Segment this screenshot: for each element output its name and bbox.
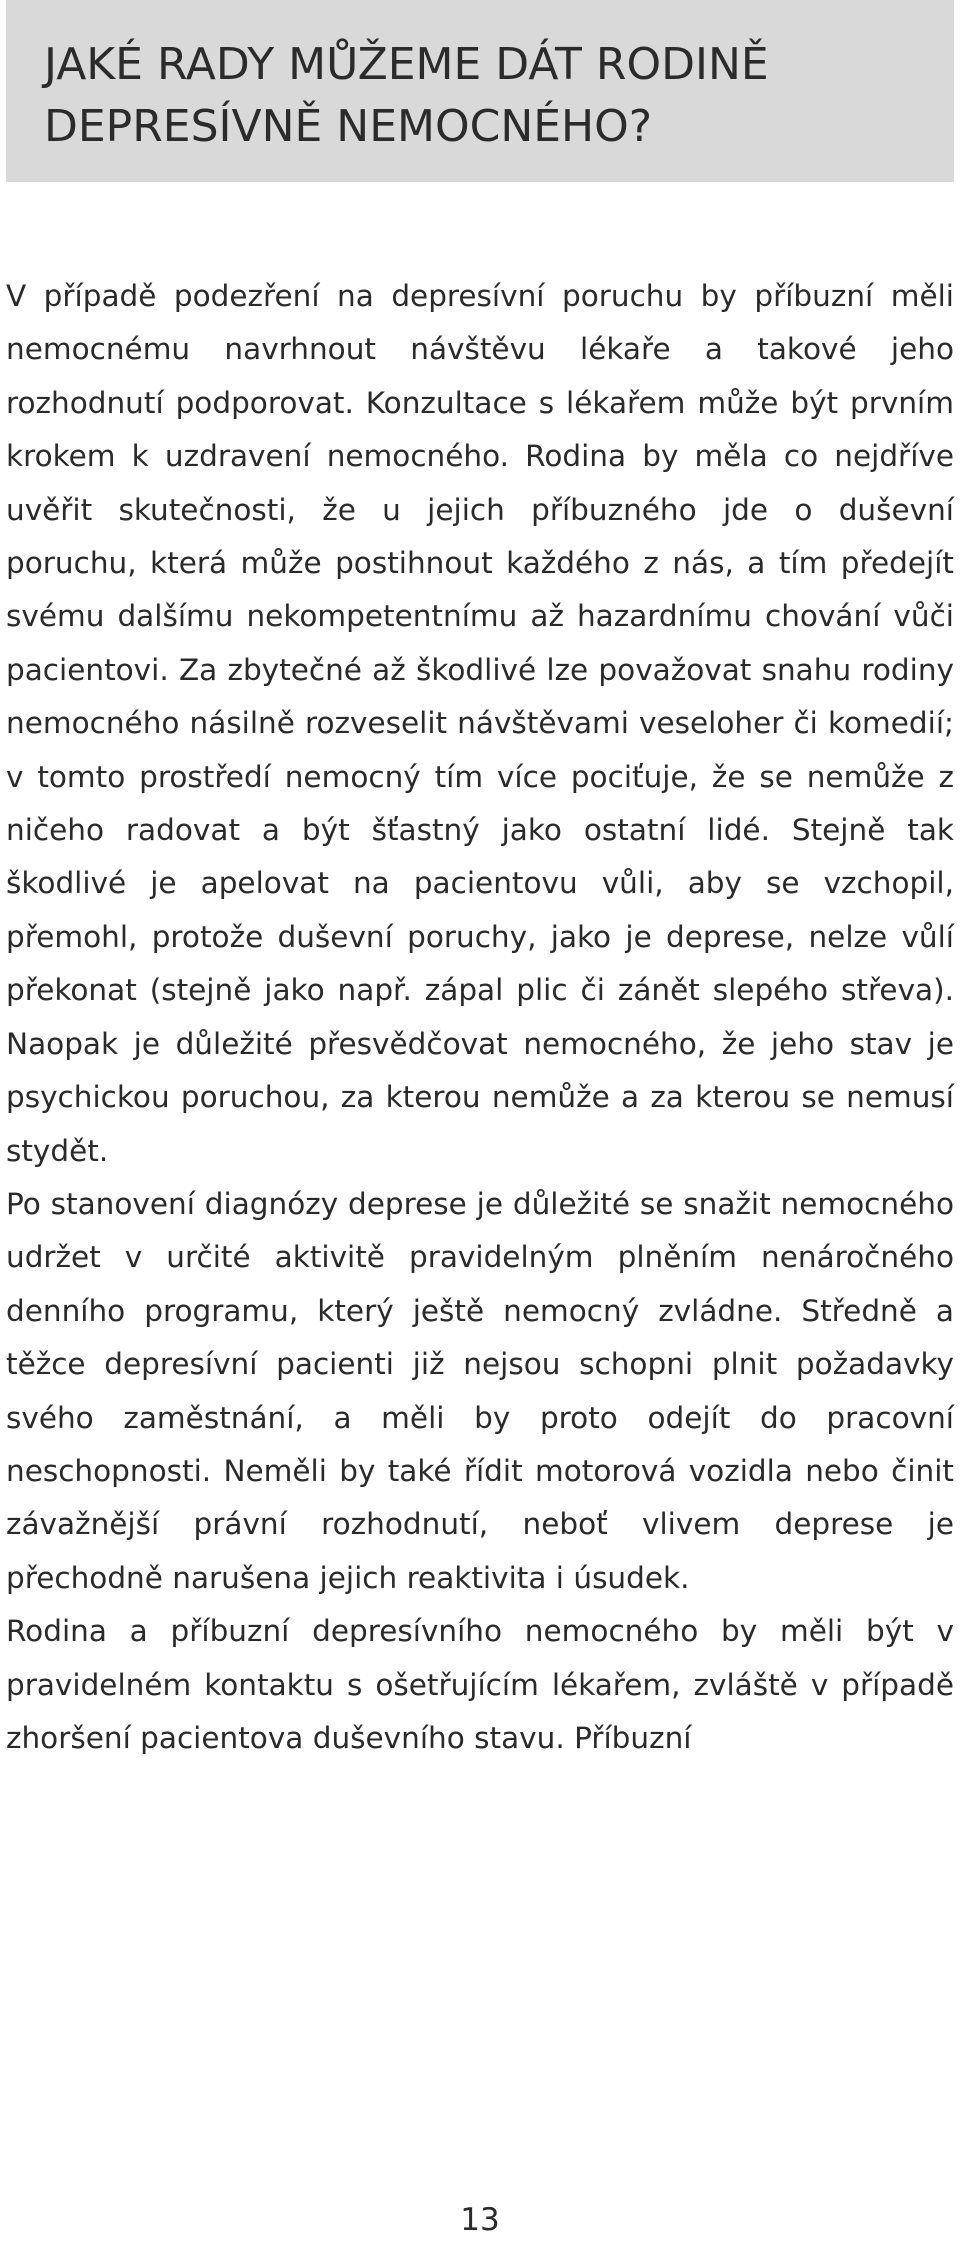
- page-number: 13: [460, 2202, 500, 2238]
- body-text: [6, 270, 954, 1765]
- chapter-title-line-1: JAKÉ RADY MŮŽEME DÁT RODINĚ: [44, 39, 769, 90]
- chapter-header-box: [6, 0, 954, 182]
- paragraph-2: Po stanovení diagnózy deprese je důležité se snažit nemocného udržet v určité aktivitě pravidelným plněním nenáročného denního programu, který ještě nemocný zvládne. Středně a těžce depresívní pacienti již nejsou schopni plnit požadavky svého zaměstnání, a měli by proto odejít do pracovní neschopnosti. Neměli by také řídit motorová vozidla nebo činit závažnější právní rozhodnutí, neboť vlivem deprese je přechodně narušena jejich reaktivita i úsudek.: [6, 1186, 954, 1595]
- chapter-title: [44, 34, 924, 158]
- paragraph-1: V případě podezření na depresívní poruchu by příbuzní měli nemocnému navrhnout návštěvu lékaře a takové jeho rozhodnutí podporovat. Konzultace s lékařem může být prvním krokem k uzdravení nemocného. Rodina by měla co nejdříve uvěřit skutečnosti, že u jejich příbuzného jde o duševní poruchu, která může postihnout každého z nás, a tím předejít svému dalšímu nekompetentnímu až hazardnímu chování vůči pacientovi. Za zbytečné až škodlivé lze považovat snahu rodiny nemocného násilně rozveselit návštěvami veseloher či komedií; v tomto prostředí nemocný tím více pociťuje, že se nemůže z ničeho radovat a být šťastný jako ostatní lidé. Stejně tak škodlivé je apelovat na pacientovu vůli, aby se vzchopil, přemohl, protože duševní poruchy, jako je deprese, nelze vůlí překonat (stejně jako např. zápal plic či zánět slepého střeva). Naopak je důležité přesvědčovat nemocného, že jeho stav je psychickou poruchou, za kterou nemůže a za kterou se nemusí stydět.: [6, 279, 954, 1168]
- paragraph-3: Rodina a příbuzní depresívního nemocného by měli být v pravidelném kontaktu s ošetřujícím lékařem, zvláště v případě zhoršení pacientova duševního stavu. Příbuzní: [6, 1614, 954, 1755]
- chapter-title-line-2: DEPRESÍVNĚ NEMOCNÉHO?: [44, 101, 653, 152]
